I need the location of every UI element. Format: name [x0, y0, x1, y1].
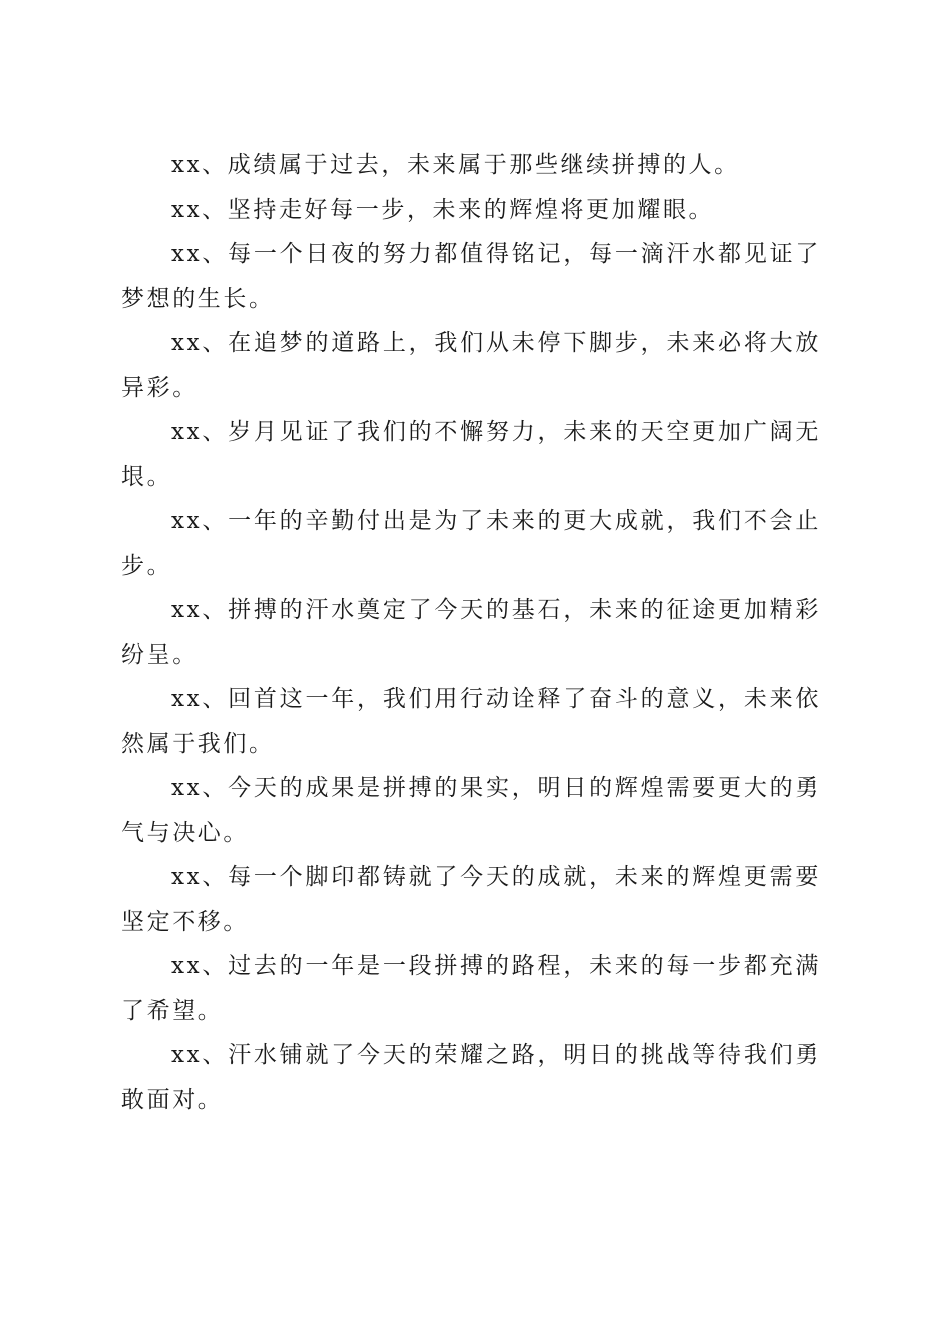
paragraph: xx、成绩属于过去，未来属于那些继续拼搏的人。 — [171, 152, 740, 178]
paragraph: xx、今天的成果是拼搏的果实，明日的辉煌需要更大的勇气与决心。 — [121, 775, 821, 846]
paragraph: xx、在追梦的道路上，我们从未停下脚步，未来必将大放异彩。 — [121, 330, 821, 401]
paragraph: xx、一年的辛勤付出是为了未来的更大成就，我们不会止步。 — [121, 508, 821, 579]
paragraph: xx、过去的一年是一段拼搏的路程，未来的每一步都充满了希望。 — [121, 953, 821, 1024]
paragraph: xx、每一个日夜的努力都值得铭记，每一滴汗水都见证了梦想的生长。 — [121, 241, 821, 312]
paragraph: xx、汗水铺就了今天的荣耀之路，明日的挑战等待我们勇敢面对。 — [121, 1042, 821, 1113]
document-body — [121, 143, 821, 1122]
paragraph: xx、岁月见证了我们的不懈努力，未来的天空更加广阔无垠。 — [121, 419, 821, 490]
paragraph: xx、拼搏的汗水奠定了今天的基石，未来的征途更加精彩纷呈。 — [121, 597, 821, 668]
paragraph: xx、坚持走好每一步，未来的辉煌将更加耀眼。 — [171, 196, 715, 223]
paragraph: xx、每一个脚印都铸就了今天的成就，未来的辉煌更需要坚定不移。 — [121, 864, 821, 935]
paragraph: xx、回首这一年，我们用行动诠释了奋斗的意义，未来依然属于我们。 — [121, 686, 821, 757]
